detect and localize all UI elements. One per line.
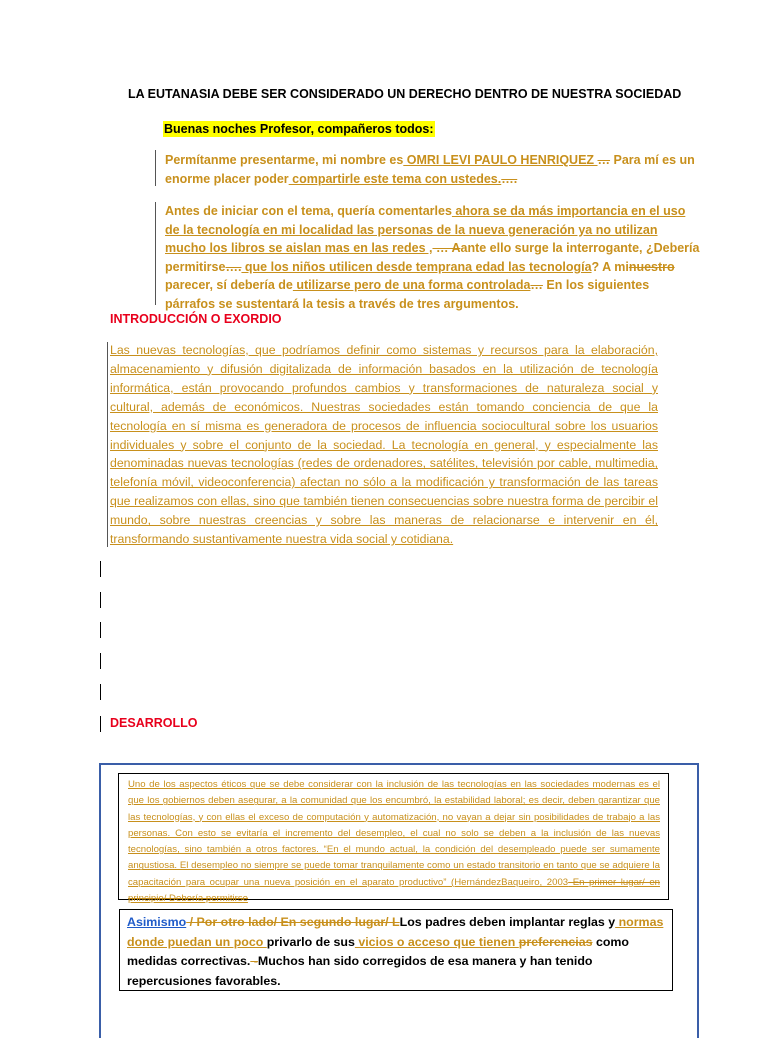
para1-text-2: Para mí es un enorme placer poder [165, 153, 695, 186]
para2-text-4: parecer, sí debería de [165, 278, 293, 293]
author-name: OMRI LEVI PAULO HENRIQUEZ [403, 153, 598, 167]
empty-paragraph-marker [100, 716, 101, 732]
deleted-text: En primer lugar/ en principio/ Debería permitirse [128, 876, 660, 905]
para1-text: Permítanme presentarme, mi nombre es [165, 153, 404, 167]
para2-text-5: En los siguientes párrafos se sustentará la tesis a través de tres argumentos. [165, 278, 650, 311]
empty-paragraph-marker [100, 684, 101, 700]
argument-box [119, 909, 673, 991]
change-bar [155, 150, 156, 186]
empty-paragraph-marker [100, 622, 101, 638]
inserted-text-2: que los niños utilicen desde temprana edad las tecnología [241, 259, 592, 274]
inserted-text: normas donde puedan un poco [127, 915, 664, 949]
inserted-text: compartirle este tema con ustedes. [288, 171, 502, 186]
change-bar-2 [155, 202, 156, 305]
citation-body: Uno de los aspectos éticos que se debe considerar con la inclusión de las tecnologías en las sociedades modernas es el que los gobiernos deben asegurar, a la comunidad que los encumbró, la estabilidad laboral; es decir, deben garantizar que las tecnologías, y con ellas el exceso de computación y automatización, no vayan a dejar sin posibilidades de trabajo a las personas. Con esto se evitaría el incremento del desempleo, el cual no solo se deben a la inclusión de las nuevas tecnologías, sino también a otros factores. “En el mundo actual, la condición del desempleado puede ser sumamente angustiosa. El desempleo no siempre se puede tomar tranquilamente como un estado transitorio en tanto que se adquiere la capacitación para ocupar una nueva posición en el aparato productivo” (HernándezBaqueiro, 2003 [128, 779, 660, 888]
argument-text [127, 913, 666, 991]
empty-paragraph-marker [100, 592, 101, 608]
deleted-dash: - [250, 954, 258, 969]
connector-word: Asimismo [127, 915, 187, 929]
greeting-line: Buenas noches Profesor, compañeros todos: [164, 122, 434, 136]
deleted-text: preferencias [518, 934, 593, 949]
intro-heading: INTRODUCCIÓN O EXORDIO [110, 312, 290, 326]
argument-body-4: Muchos han sido corregidos de esa manera y han tenido repercusiones favorables. [127, 954, 593, 988]
deleted-text-2: …. [501, 171, 518, 186]
para2-text-2: ante ello surge la interrogante, ¿Debería permitirse [165, 241, 700, 274]
argument-body-2: privarlo de sus [266, 934, 355, 949]
development-heading: DESARROLLO [110, 716, 198, 730]
deleted-text: … [597, 153, 611, 167]
deleted-connectors: / Por otro lado/ En segundo lugar/ L [186, 915, 400, 929]
deleted-text-2: …. [225, 259, 242, 274]
para2-text-3: ? A mi [591, 259, 629, 274]
intro-paragraph-1 [165, 151, 700, 188]
citation-box [118, 773, 669, 905]
intro-body: Las nuevas tecnologías, que podríamos definir como sistemas y recursos para la elaboración, almacenamiento y difusión digitalizada de información basados en la utilización de tecnología informática, están provocando profundos cambios y transformaciones de naturaleza social y cultural, además de económicos. Nuestras sociedades están tomando conciencia de que la tecnología en sí misma es generadora de procesos de influencia sociocultural sobre los usuarios individuales y sobre el conjunto de la sociedad. La tecnología en general, y especialmente las denominadas nuevas tecnologías (redes de ordenadores, satélites, televisión por cable, multimedia, telefonía móvil, videoconferencia) afectan no sólo a la modificación y transformación de las tareas que realizamos con ellas, sino que también tienen consecuencias sobre nuestra forma de percibir el mundo, sobre nuestras creencias y sobre las maneras de relacionarse e intervenir en él, transformando sustantivamente nuestra vida social y cotidiana. [110, 343, 658, 547]
argument-body-3: como medidas correctivas. [127, 934, 629, 969]
citation-text [128, 777, 660, 907]
inserted-text: ahora se da más importancia en el uso de la tecnología en mi localidad las personas de la nueva generación ya no utilizan mucho los libros se aislan mas en las redes , [165, 204, 686, 256]
empty-paragraph-marker [100, 561, 101, 577]
para2-text: Antes de iniciar con el tema, quería comentarles [165, 204, 452, 218]
change-bar-3 [107, 342, 108, 547]
empty-paragraph-marker [100, 653, 101, 669]
document-title: LA EUTANASIA DEBE SER CONSIDERADO UN DERECHO DENTRO DE NUESTRA SOCIEDAD [128, 87, 682, 101]
deleted-text: … A [432, 241, 461, 256]
inserted-text-3: utilizarse pero de una forma controlada [292, 278, 531, 293]
inserted-text-2: vicios o acceso que tienen [354, 934, 519, 949]
intro-paragraph-2 [165, 202, 700, 311]
argument-body: Los padres deben implantar reglas y [399, 915, 616, 929]
deleted-text-3: nuestro [628, 259, 675, 274]
deleted-text-4: … [530, 278, 543, 293]
